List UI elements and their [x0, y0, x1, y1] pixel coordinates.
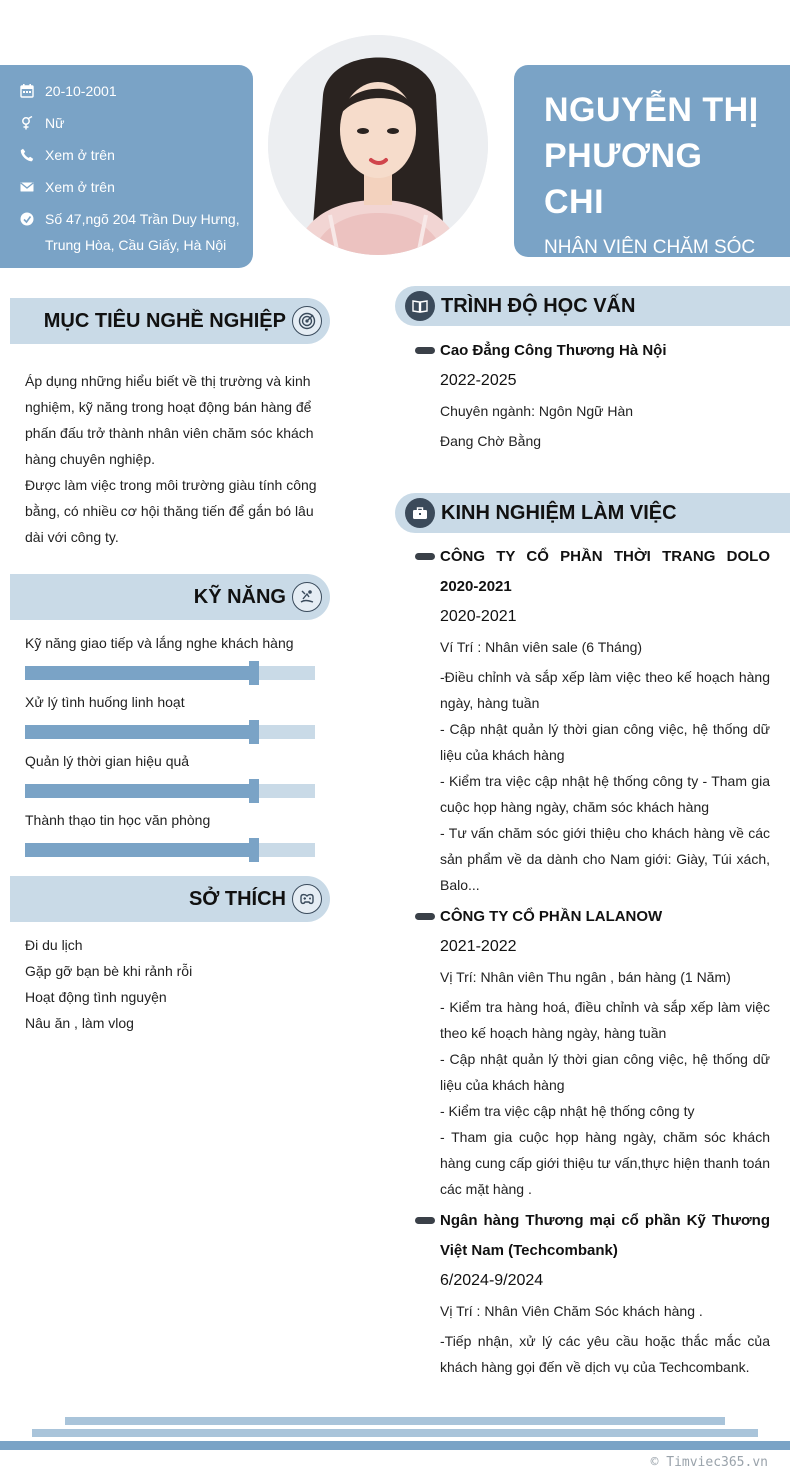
objective-header: [10, 298, 330, 344]
job-period: 2021-2022: [440, 938, 517, 955]
job-detail: - Kiểm tra việc cập nhật hệ thống công ty: [440, 1103, 695, 1119]
contact-address: [20, 206, 243, 258]
job-detail: - Cập nhật quản lý thời gian công việc, hệ thống dữ liệu của khách hàng: [440, 1051, 770, 1093]
target-icon: [292, 306, 322, 336]
footer-bar: [65, 1417, 725, 1425]
hobby-item: Gặp gỡ bạn bè khi rảnh rỗi: [25, 963, 193, 979]
skill-bar: [25, 843, 315, 857]
email-text: Xem ở trên: [45, 179, 115, 195]
skills-icon: [292, 582, 322, 612]
calendar-icon: [20, 78, 45, 104]
phone-icon: [20, 142, 45, 168]
skill-label: Xử lý tình huống linh hoạt: [25, 694, 185, 710]
job-detail: -Điều chỉnh và sắp xếp làm việc theo kế hoạch hàng ngày, hàng tuần: [440, 669, 770, 711]
skill-bar: [25, 784, 315, 798]
hobbies-header: [10, 876, 330, 922]
contact-box: [0, 65, 253, 268]
job-detail: -Tiếp nhận, xử lý các yêu cầu hoặc thắc mắc của khách hàng gọi đến về dịch vụ của Techcombank.: [440, 1333, 770, 1375]
skill-label: Thành thạo tin học văn phòng: [25, 812, 211, 828]
skill-label: Kỹ năng giao tiếp và lắng nghe khách hàng: [25, 635, 294, 651]
school-name: Cao Đẳng Công Thương Hà Nội: [415, 336, 770, 366]
company-name: Ngân hàng Thương mại cổ phần Kỹ Thương Việt Nam (Techcombank): [415, 1206, 770, 1266]
job-detail: - Tư vấn chăm sóc giới thiệu cho khách hàng về các sản phẩm về da dành cho Nam giới: Giày, Túi xách, Balo...: [440, 825, 770, 893]
address-text: Số 47,ngõ 204 Trần Duy Hưng, Trung Hòa, Cầu Giấy, Hà Nội: [45, 211, 240, 253]
envelope-icon: [20, 174, 45, 200]
skill-item: [25, 633, 315, 680]
company-name: CÔNG TY CỔ PHẦN THỜI TRANG DOLO 2020-2021: [415, 542, 770, 602]
skill-item: [25, 810, 315, 857]
job-entry: [415, 1206, 770, 1380]
job-detail: - Tham gia cuộc họp hàng ngày, chăm sóc khách hàng cung cấp giới thiệu tư vấn,thực hiện thanh toán các mặt hàng .: [440, 1129, 770, 1197]
contact-gender: [20, 110, 243, 136]
gender-text: Nữ: [45, 115, 65, 131]
job-position: Ví Trí : Nhân viên sale (6 Tháng): [440, 639, 643, 655]
job-entry: [415, 902, 770, 1202]
footer-bar: [32, 1429, 758, 1437]
hobby-item: Đi du lịch: [25, 937, 83, 953]
experience-header: [395, 493, 790, 533]
watermark: © Timviec365.vn: [650, 1455, 768, 1470]
contact-email: [20, 174, 243, 200]
skill-item: [25, 751, 315, 798]
location-icon: [20, 206, 45, 232]
education-title: TRÌNH ĐỘ HỌC VẤN: [441, 294, 636, 317]
name-box: [514, 65, 790, 284]
job-title: NHÂN VIÊN CHĂM SÓC KHÁCH HÀNG: [544, 237, 756, 284]
education-period: 2022-2025: [440, 372, 517, 389]
job-detail: - Kiểm tra việc cập nhật hệ thống công ty - Tham gia cuộc họp hàng ngày, chăm sóc khách hàng: [440, 773, 770, 815]
skill-bar: [25, 725, 315, 739]
education-major: Chuyên ngành: Ngôn Ngữ Hàn: [440, 403, 634, 419]
hobbies-title: SỞ THÍCH: [188, 887, 286, 910]
skill-bar: [25, 666, 315, 680]
objective-text-1: Áp dụng những hiểu biết về thị trường và kinh nghiệm, kỹ năng trong hoạt động bán hàng để phấn đấu trở thành nhân viên chăm sóc khách hàng chuyên nghiệp.: [25, 373, 314, 467]
company-name: CÔNG TY CỔ PHẦN LALANOW: [415, 902, 770, 932]
job-position: Vị Trí: Nhân viên Thu ngân , bán hàng (1 Năm): [440, 969, 731, 985]
job-detail: - Kiểm tra hàng hoá, điều chỉnh và sắp xếp làm việc theo kế hoạch hàng ngày, hàng tuần: [440, 999, 770, 1041]
education-entry: [415, 336, 770, 454]
skill-label: Quản lý thời gian hiệu quả: [25, 753, 190, 769]
hobbies-list: [25, 932, 192, 1036]
profile-photo: [268, 35, 488, 255]
skills-header: [10, 574, 330, 620]
job-period: 6/2024-9/2024: [440, 1272, 544, 1289]
contact-birthday: [20, 78, 243, 104]
experience-title: KINH NGHIỆM LÀM VIỆC: [441, 501, 677, 524]
hobby-item: Hoạt động tình nguyện: [25, 989, 167, 1005]
candidate-name: NGUYỄN THỊ PHƯƠNG CHI: [544, 91, 759, 221]
hobby-item: Nâu ăn , làm vlog: [25, 1015, 134, 1031]
gamepad-icon: [292, 884, 322, 914]
footer-bar: [0, 1441, 790, 1450]
skills-title: KỸ NĂNG: [193, 585, 286, 608]
objective-text-2: Được làm việc trong môi trường giàu tính công bằng, có nhiều cơ hội thăng tiến để gắn bó lâu dài với công ty.: [25, 477, 317, 545]
job-position: Vị Trí : Nhân Viên Chăm Sóc khách hàng .: [440, 1303, 703, 1319]
phone-text: Xem ở trên: [45, 147, 115, 163]
objective-title: MỤC TIÊU NGHỀ NGHIỆP: [43, 309, 286, 332]
birthday-text: 20-10-2001: [45, 83, 117, 99]
skill-item: [25, 692, 315, 739]
book-icon: [405, 291, 435, 321]
job-detail: - Cập nhật quản lý thời gian công việc, hệ thống dữ liệu của khách hàng: [440, 721, 770, 763]
gender-icon: [20, 110, 45, 136]
job-entry: [415, 542, 770, 898]
briefcase-icon: [405, 498, 435, 528]
education-header: [395, 286, 790, 326]
job-period: 2020-2021: [440, 608, 517, 625]
education-status: Đang Chờ Bằng: [440, 433, 542, 449]
contact-phone: [20, 142, 243, 168]
